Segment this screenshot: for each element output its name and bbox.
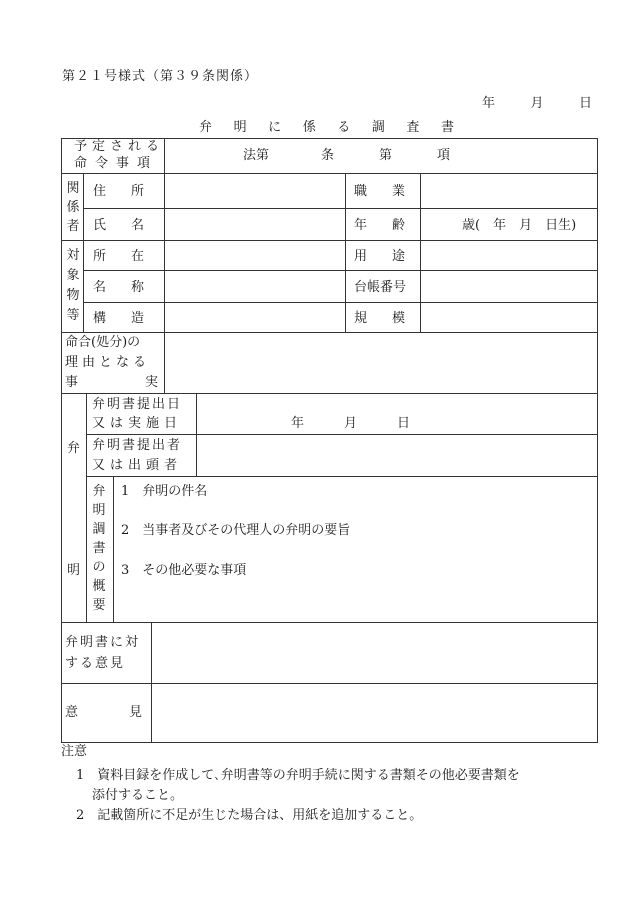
location-label: 所 在 (93, 249, 151, 264)
row-divider (61, 173, 597, 174)
summary-vertical-label: 弁 明 調 書 の 概 要 (92, 484, 106, 613)
note-1-line-2: 添付すること｡ (92, 788, 177, 803)
title-char: 係 (302, 120, 316, 135)
law-article-dai: 第 (379, 148, 393, 163)
title-char: に (268, 120, 282, 135)
summary-item: 2 当事者及びその代理人の弁明の要旨 (121, 523, 351, 538)
opinion-on-document-label-line1: 弁明書に対 (65, 635, 141, 650)
row-divider (86, 434, 597, 435)
header-date-year: 年 (482, 96, 496, 111)
column-divider (83, 173, 84, 333)
summary-item: 1 弁明の件名 (121, 484, 208, 499)
reason-label-line3-b: 実 (145, 375, 159, 390)
submit-date-year: 年 (291, 416, 305, 431)
use-label: 用 途 (354, 249, 412, 264)
order-label-line2: 命令事項 (74, 156, 159, 171)
explanation-side-label-top: 弁 (67, 441, 81, 456)
row-divider (83, 208, 597, 209)
opinion-label-a: 意 (65, 705, 79, 720)
submit-date-label-line2: 又は実施日 (92, 416, 183, 431)
explanation-side-label-bottom: 明 (67, 563, 81, 578)
order-label-line1 (74, 139, 165, 154)
reason-label-line2: 理由となる (65, 355, 151, 370)
title-char: 弁 (199, 120, 213, 135)
structure-label: 構 造 (93, 311, 151, 326)
law-article-kou: 項 (437, 148, 451, 163)
header-date (482, 97, 592, 110)
column-divider (151, 622, 152, 742)
column-divider (420, 173, 421, 333)
reason-label-line3-a: 事 (65, 375, 79, 390)
scale-label: 規 模 (354, 311, 412, 326)
row-divider (61, 332, 597, 333)
occupation-label: 職 業 (354, 184, 412, 199)
row-divider (83, 270, 597, 271)
row-divider (61, 683, 597, 684)
age-value: 歳( 年 月 日生) (462, 218, 577, 233)
law-article-jou: 条 (321, 148, 335, 163)
party-group-label: 関 係 者 (66, 181, 80, 234)
row-divider (86, 476, 597, 477)
title-char: 調 (371, 120, 385, 135)
reason-label-line1: 命合(処分)の (65, 335, 141, 350)
title-char: 査 (406, 120, 420, 135)
submit-date-day: 日 (397, 416, 411, 431)
form-number-label: 第２１号様式（第３９条関係） (62, 69, 259, 84)
title-char: る (337, 120, 351, 135)
submitter-label-line2: 又は出頭者 (92, 458, 183, 473)
object-group-label: 対 象 物 等 (66, 248, 80, 323)
age-label: 年 齢 (354, 218, 412, 233)
column-divider (196, 393, 197, 477)
note-1-line-1: 1 資料目録を作成して､弁明書等の弁明手続に関する書類その他必要書類を (76, 768, 520, 783)
submit-date-label-line1: 弁明書提出日 (92, 397, 183, 412)
name-label: 氏 名 (93, 218, 151, 233)
document-title (199, 121, 454, 134)
row-divider (61, 393, 597, 394)
title-char: 書 (440, 120, 454, 135)
object-name-label: 名 称 (93, 280, 151, 295)
summary-item: 3 その他必要な事項 (121, 563, 247, 578)
row-divider (61, 240, 597, 241)
column-divider (113, 476, 114, 623)
title-char: 明 (233, 120, 247, 135)
order-label-text: 予定される (74, 139, 165, 154)
column-divider (86, 393, 87, 623)
submitter-label-line1: 弁明書提出者 (92, 438, 183, 453)
row-divider (61, 622, 597, 623)
column-divider (164, 138, 165, 394)
register-number-label: 台帳番号 (354, 280, 407, 295)
opinion-label-b: 見 (129, 705, 143, 720)
note-2: 2 記載箇所に不足が生じた場合は、用紙を追加すること。 (76, 808, 423, 823)
law-article-prefix: 法第 (243, 148, 270, 163)
notes-heading: 注意 (61, 744, 88, 759)
address-label: 住 所 (93, 184, 151, 199)
opinion-on-document-label-line2: する意見 (65, 656, 126, 671)
submit-date-month: 月 (344, 416, 358, 431)
row-divider (83, 302, 597, 303)
header-date-day: 日 (578, 96, 592, 111)
column-divider (345, 173, 346, 333)
header-date-month: 月 (530, 96, 544, 111)
